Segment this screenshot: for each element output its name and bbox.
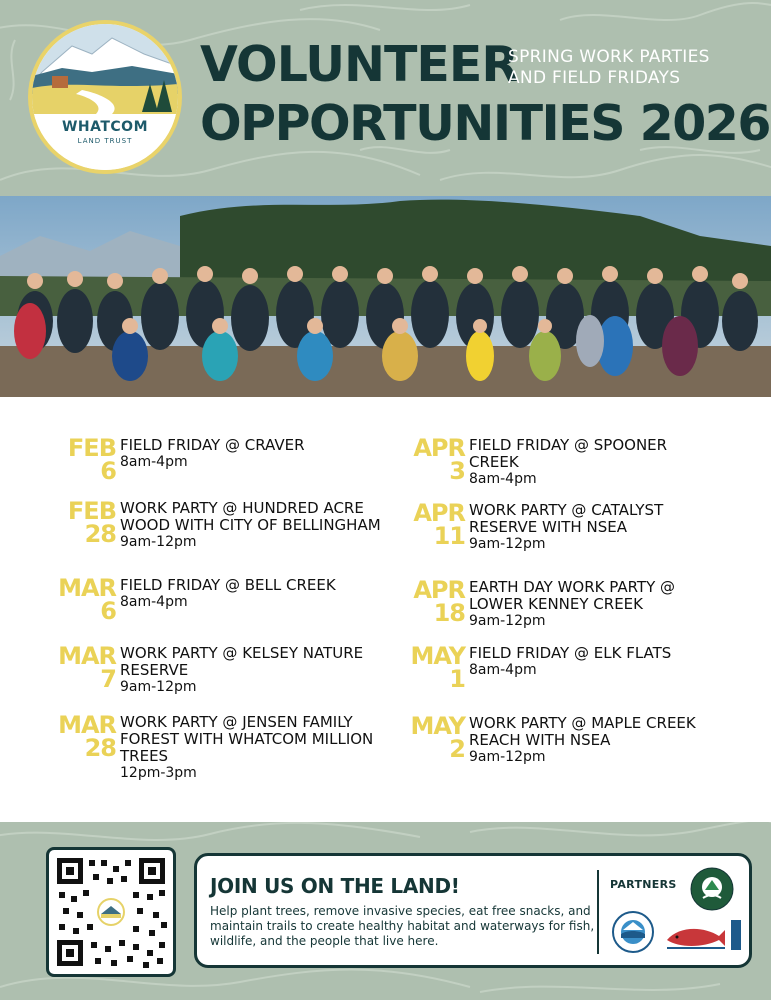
event-time: 9am-12pm — [120, 534, 197, 550]
event-title-text: FIELD FRIDAY @ ELK FLATS — [469, 644, 672, 662]
event-title — [469, 715, 729, 766]
join-description: Help plant trees, remove invasive species, eat free snacks, and maintain trails to create healthy habitat and waterways for fish, wildlife, and the people that live here. — [210, 904, 595, 948]
event-time: 9am-12pm — [469, 536, 546, 552]
event-item — [28, 574, 368, 637]
event-time: 8am-4pm — [469, 471, 537, 487]
logo-landscape-icon — [32, 24, 178, 170]
event-title-text: WORK PARTY @ CATALYST RESERVE WITH NSEA — [469, 501, 664, 536]
page-subtitle — [508, 47, 758, 89]
event-title — [120, 645, 390, 696]
event-day: 18 — [433, 599, 465, 627]
event-day: 28 — [84, 734, 116, 762]
page-title-line2: OPPORTUNITIES 2026 — [200, 95, 770, 152]
event-title — [469, 502, 699, 553]
event-title-text: FIELD FRIDAY @ SPOONER CREEK — [469, 436, 668, 471]
event-month: MAR — [58, 642, 116, 670]
event-time: 8am-4pm — [120, 454, 188, 470]
subtitle-line1: SPRING WORK PARTIES — [508, 47, 710, 67]
event-title — [120, 577, 390, 611]
event-title-text: WORK PARTY @ MAPLE CREEK REACH WITH NSEA — [469, 714, 696, 749]
event-day: 6 — [100, 457, 116, 485]
event-title — [469, 645, 719, 679]
event-month: MAY — [410, 642, 465, 670]
qr-code-icon — [49, 850, 173, 974]
event-item — [28, 642, 368, 705]
whatcom-million-trees-logo-icon — [689, 866, 735, 912]
volunteer-group-photo-icon — [0, 196, 771, 397]
event-day: 28 — [84, 520, 116, 548]
logo-name: WHATCOM — [61, 119, 149, 135]
event-item — [28, 434, 368, 497]
event-date — [67, 497, 116, 548]
event-time: 9am-12pm — [469, 613, 546, 629]
event-title — [120, 714, 390, 782]
event-time: 12pm-3pm — [120, 765, 197, 781]
page-title-line1: VOLUNTEER — [200, 36, 519, 93]
event-date — [67, 434, 116, 485]
event-title-text: FIELD FRIDAY @ BELL CREEK — [120, 576, 336, 594]
event-month: FEB — [67, 497, 116, 525]
nsea-logo-icon — [663, 918, 743, 954]
event-day: 7 — [100, 665, 116, 693]
event-day: 6 — [100, 597, 116, 625]
event-month: APR — [413, 434, 465, 462]
header-banner — [0, 0, 771, 196]
event-date — [410, 642, 465, 693]
event-date — [58, 711, 116, 762]
event-date — [413, 499, 465, 550]
event-month: APR — [413, 576, 465, 604]
event-item — [28, 497, 381, 560]
event-title-text: FIELD FRIDAY @ CRAVER — [120, 436, 305, 454]
event-date — [58, 642, 116, 693]
event-day: 3 — [449, 457, 465, 485]
event-day: 2 — [449, 735, 465, 763]
event-time: 9am-12pm — [120, 679, 197, 695]
subtitle-line2: AND FIELD FRIDAYS — [508, 68, 681, 88]
partners-label: PARTNERS — [610, 878, 677, 891]
event-item — [377, 434, 717, 497]
event-day: 11 — [433, 522, 465, 550]
event-month: MAY — [410, 712, 465, 740]
event-item — [377, 499, 717, 562]
event-date — [410, 712, 465, 763]
event-title — [120, 437, 390, 471]
event-month: FEB — [67, 434, 116, 462]
event-date — [58, 574, 116, 625]
event-time: 9am-12pm — [469, 749, 546, 765]
event-title-text: WORK PARTY @ KELSEY NATURE RESERVE — [120, 644, 364, 679]
event-day: 1 — [449, 665, 465, 693]
event-time: 8am-4pm — [120, 594, 188, 610]
event-title — [469, 579, 699, 630]
event-month: MAR — [58, 574, 116, 602]
event-date — [413, 576, 465, 627]
join-us-panel — [194, 853, 752, 968]
logo-subtitle: LAND TRUST — [77, 137, 133, 145]
qr-code[interactable] — [46, 847, 176, 977]
event-title-text: EARTH DAY WORK PARTY @ LOWER KENNEY CREEK — [469, 578, 676, 613]
event-item — [28, 711, 374, 781]
event-item — [377, 712, 717, 775]
event-title-text: WORK PARTY @ HUNDRED ACRE WOOD WITH CITY OF BELLINGHAM — [120, 499, 381, 534]
event-title — [120, 500, 390, 551]
event-month: APR — [413, 499, 465, 527]
event-title — [469, 437, 699, 488]
event-title-text: WORK PARTY @ JENSEN FAMILY FOREST WITH WHATCOM MILLION TREES — [120, 713, 374, 765]
whatcom-land-trust-logo — [28, 20, 182, 174]
event-date — [413, 434, 465, 485]
event-month: MAR — [58, 711, 116, 739]
event-item — [377, 576, 717, 639]
group-photo — [0, 196, 771, 397]
join-title: JOIN US ON THE LAND! — [210, 874, 460, 898]
footer-banner — [0, 822, 771, 1000]
panel-divider — [597, 870, 599, 954]
city-of-bellingham-logo-icon — [611, 910, 655, 954]
event-time: 8am-4pm — [469, 662, 537, 678]
event-item — [377, 642, 717, 705]
